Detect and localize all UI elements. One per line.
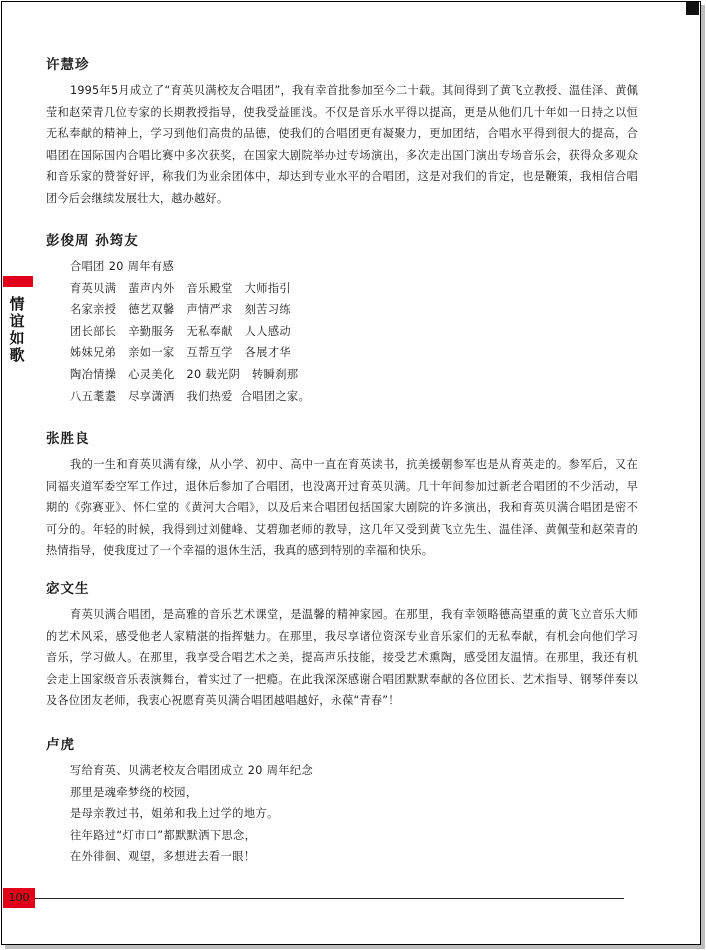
poem-line: 写给育英、贝满老校友合唱团成立 20 周年纪念 — [70, 764, 314, 777]
page-number: 100 — [3, 888, 35, 908]
page-shadow-right — [701, 5, 705, 949]
paragraph: 1995年5月成立了“育英贝满校友合唱团”，我有幸首批参加至今二十载。其间得到了黄飞立教授、温佳泽、黄佩莹和赵荣青几位专家的长期教授指导，使我受益匪浅。不仅是音乐水平得以提高，更是从他们几十年如一日持之以恒无私奉献的精神上，学习到他们高贵的品德，使我们的合唱团更有凝聚力，更加团结，合唱水平得到很大的提高，合唱团在国际国内合唱比赛中多次获奖，在国家大剧院举办过专场演出，多次走出国门演出专场音乐会，获得众多观众和音乐家的赞誉好评，称我们为业余团体中，却达到专业水平的合唱团，这是对我们的肯定，也是鞭策，我相信合唱团今后会继续发展壮大，越办越好。 — [46, 84, 638, 205]
paragraph: 我的一生和育英贝满有缘，从小学、初中、高中一直在育英读书，抗美援朝参军也是从育英走的。参军后，又在同福夹道军委空军工作过，退休后参加了合唱团，也没离开过育英贝满。几十年间参加过新老合唱团的不少活动，早期的《弥赛亚》、怀仁堂的《黄河大合唱》，以及后来合唱团包括国家大剧院的许多演出，我和育英贝满合唱团是密不可分的。年轻的时候，我得到过刘健峰、艾碧珈老师的教导，这几年又受到黄飞立先生、温佳泽、黄佩莹和赵荣青的热情指导，使我度过了一个幸福的退休生活，我真的感到特别的幸福和快乐。 — [46, 458, 638, 558]
side-title-char: 歌 — [9, 346, 25, 364]
side-title-char: 谊 — [9, 312, 25, 330]
section-mi-wensheng — [46, 580, 638, 712]
poem-line: 那里是魂牵梦绕的校园， — [70, 785, 198, 799]
poem-line: 育英贝满 蜚声内外 音乐殿堂 大师指引 — [70, 281, 292, 295]
poem-line: 陶冶情操 心灵美化 20 载光阴 转瞬刹那 — [70, 367, 299, 381]
side-accent-bar — [3, 276, 33, 287]
side-title-char: 情 — [9, 295, 25, 313]
poem-line: 名家亲授 德艺双馨 声情严求 刻苦习练 — [70, 303, 292, 317]
author-name: 许慧珍 — [46, 57, 90, 73]
author-name: 宓文生 — [46, 581, 90, 597]
side-chapter-title — [6, 296, 28, 364]
footer-rule — [34, 898, 624, 899]
poem-line: 团长部长 辛勤服务 无私奉献 人人感动 — [70, 324, 292, 338]
poem-line: 八五耄耋 尽享潇洒 我们热爱 合唱团之家。 — [70, 389, 311, 403]
page-shadow-bottom — [5, 945, 705, 949]
section-lu-hu — [46, 736, 313, 868]
section-peng-sun — [46, 232, 310, 407]
poem — [70, 760, 313, 868]
section-xu-huizhen — [46, 56, 638, 210]
author-name: 张胜良 — [46, 431, 90, 447]
paragraph: 育英贝满合唱团，是高雅的音乐艺术课堂，是温馨的精神家园。在那里，我有幸领略德高望重的黄飞立音乐大师的艺术风采，感受他老人家精湛的指挥魅力。在那里，我尽享诸位资深专业音乐家们的无私奉献，有机会向他们学习音乐，学习做人。在那里，我享受合唱艺术之美，提高声乐技能，接受艺术熏陶，感受团友温情。在那里，我还有机会走上国家级音乐表演舞台，着实过了一把瘾。在此我深深感谢合唱团默默奉献的各位团长、艺术指导、钢琴伴奏以及各位团友老师，我衷心祝愿育英贝满合唱团越唱越好，永葆“青春”！ — [46, 608, 638, 708]
side-title-char: 如 — [9, 329, 25, 347]
poem — [70, 256, 310, 407]
corner-mark — [686, 2, 699, 15]
poem-line: 姊妹兄弟 亲如一家 互帮互学 各展才华 — [70, 346, 292, 360]
author-name: 彭俊周 孙筠友 — [46, 233, 139, 249]
author-name: 卢虎 — [46, 737, 75, 753]
poem-line: 往年路过“灯市口”都默默洒下思念， — [70, 828, 257, 842]
poem-line: 在外徘徊、观望，多想进去看一眼！ — [70, 850, 256, 864]
section-zhang-shengliang — [46, 430, 638, 562]
poem-line: 合唱团 20 周年有感 — [70, 260, 175, 273]
poem-line: 是母亲教过书，姐弟和我上过学的地方。 — [70, 807, 279, 821]
